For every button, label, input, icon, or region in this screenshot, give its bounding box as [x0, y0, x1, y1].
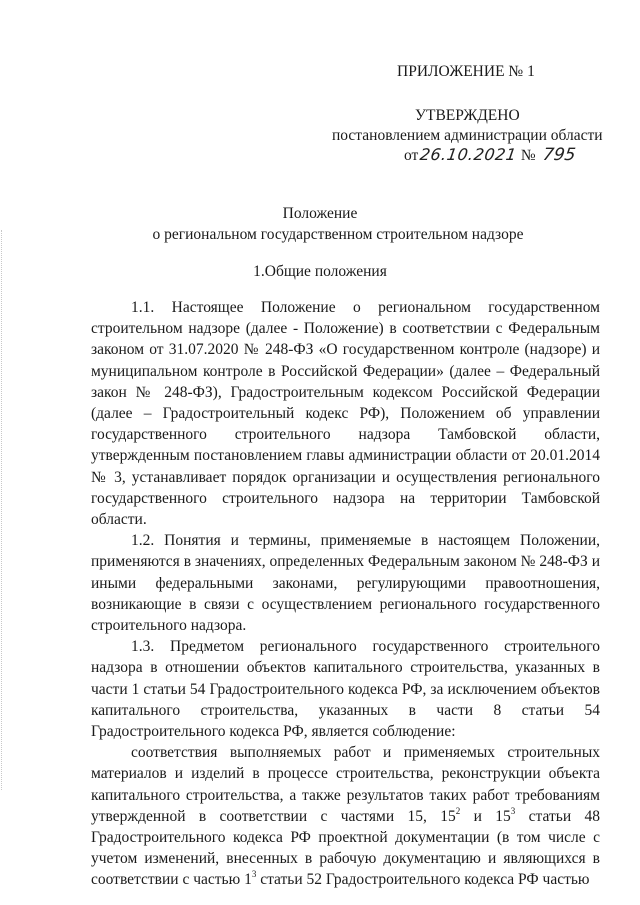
superscript: 2: [455, 805, 461, 816]
handwritten-number: 795: [542, 145, 578, 165]
date-prefix: от: [404, 147, 419, 164]
document-title: Положение: [282, 205, 358, 222]
paragraph-1-1: 1.1. Настоящее Положение о региональном государственном строительном надзоре (далее - Положение) в соответствии с Федеральным законом от 31.07.2020 № 248-ФЗ «О государственном контроле (надзоре) и муниципальном контроле в Российской Федерации» (далее – Федеральный закон № 248-ФЗ), Градостроительным кодексом Российской Федерации (далее – Градостроительный кодекс РФ), Положением об управлении государственного строительного надзора Тамбовской области, утвержденным постановлением главы администрации области от 20.01.2014 № 3, устанавливает порядок организации и осуществления регионального государственного строительного надзора на территории Тамбовской области.: [91, 299, 600, 529]
scan-edge-marks: [1, 230, 5, 790]
section-heading: 1.Общие положения: [253, 263, 387, 280]
handwritten-date: 26.10.2021: [418, 145, 519, 164]
paragraph-1-3: 1.3. Предметом регионального государственного строительного надзора в отношении объектов капитального строительства, указанных в части 1 статьи 54 Градостроительного кодекса РФ, за исключением объектов капитального строительства, указанных в части 8 статьи 54 Градостроительного кодекса РФ, является соблюдение:: [91, 638, 600, 741]
text-fragment: статьи 52 Градостроительного кодекса РФ частью: [256, 871, 590, 889]
date-number-line: [404, 145, 576, 165]
text-fragment: соответствия выполняемых работ и применяемых строительных материалов и изделий в процессе строительства, реконструкции объекта капитального строительства, а также результатов таких работ требованиям утвержденной в соответствии с частями 15, 15: [91, 744, 600, 825]
paragraph-compliance: [91, 742, 600, 890]
superscript: 3: [510, 805, 516, 816]
appendix-label: ПРИЛОЖЕНИЕ № 1: [397, 63, 535, 80]
superscript: 3: [251, 869, 257, 880]
text-fragment: и 15: [460, 807, 511, 825]
document-subtitle: о региональном государственном строительном надзоре: [152, 226, 524, 243]
text-fragment: статьи 48 Градостроительного кодекса РФ проектной документации (в том числе с учетом изменений, внесенных в рабочую документацию и являющихся в соответствии с частью 1: [91, 807, 600, 889]
approved-label: УТВЕРЖДЕНО: [415, 107, 520, 124]
paragraph-1-2: 1.2. Понятия и термины, применяемые в настоящем Положении, применяются в значениях, определенных Федеральным законом № 248-ФЗ и иными федеральными законами, регулирующими правоотношения, возникающие в связи с осуществлением регионального государственного строительного надзора.: [91, 532, 600, 635]
resolution-line: постановлением администрации области: [332, 127, 603, 144]
document-body: [91, 297, 600, 891]
number-sign: №: [520, 147, 536, 164]
